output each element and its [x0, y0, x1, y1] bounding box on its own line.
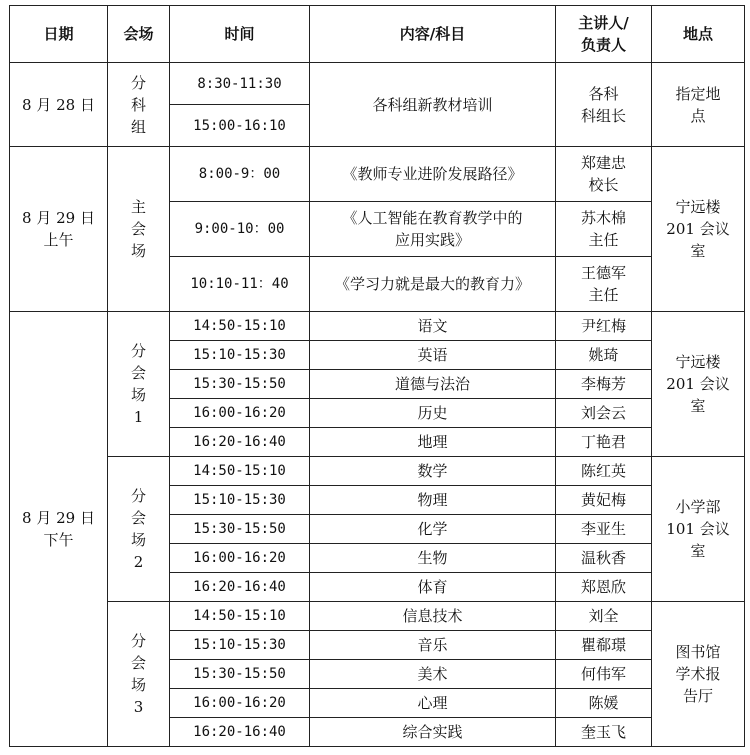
speaker-cell: 李亚生 [556, 515, 652, 544]
speaker-cell: 苏木棉 主任 [556, 202, 652, 257]
time-cell: 16:00-16:20 [170, 544, 310, 573]
content-cell: 综合实践 [310, 718, 556, 747]
venue-cell: 分 科 组 [108, 63, 170, 147]
venue-cell: 主 会 场 [108, 147, 170, 312]
time-cell: 14:50-15:10 [170, 602, 310, 631]
location-cell: 小学部 101 会议 室 [652, 457, 745, 602]
table-row [10, 312, 745, 341]
speaker-cell: 郑恩欣 [556, 573, 652, 602]
speaker-cell: 王德军 主任 [556, 257, 652, 312]
content-cell: 数学 [310, 457, 556, 486]
location-cell: 指定地 点 [652, 63, 745, 147]
speaker-cell: 陈红英 [556, 457, 652, 486]
location-cell: 宁远楼 201 会议 室 [652, 147, 745, 312]
speaker-cell: 温秋香 [556, 544, 652, 573]
content-cell: 地理 [310, 428, 556, 457]
time-cell: 8:30-11:30 [170, 63, 310, 105]
header-location: 地点 [652, 6, 745, 63]
content-cell: 《学习力就是最大的教育力》 [310, 257, 556, 312]
content-cell: 《教师专业进阶发展路径》 [310, 147, 556, 202]
speaker-cell: 尹红梅 [556, 312, 652, 341]
time-cell: 15:30-15:50 [170, 660, 310, 689]
time-cell: 15:10-15:30 [170, 486, 310, 515]
speaker-cell: 瞿郗璟 [556, 631, 652, 660]
location-cell: 宁远楼 201 会议 室 [652, 312, 745, 457]
speaker-cell: 刘会云 [556, 399, 652, 428]
training-schedule-table [9, 5, 745, 747]
speaker-cell: 丁艳君 [556, 428, 652, 457]
date-cell: 8 月 29 日 下午 [10, 312, 108, 747]
location-cell: 图书馆 学术报 告厅 [652, 602, 745, 747]
speaker-cell: 陈媛 [556, 689, 652, 718]
table-row [10, 602, 745, 631]
speaker-cell: 刘全 [556, 602, 652, 631]
time-cell: 10:10-11：40 [170, 257, 310, 312]
table-row [10, 63, 745, 105]
content-cell: 信息技术 [310, 602, 556, 631]
time-cell: 16:20-16:40 [170, 573, 310, 602]
header-row [10, 6, 745, 63]
content-cell: 音乐 [310, 631, 556, 660]
speaker-cell: 郑建忠 校长 [556, 147, 652, 202]
time-cell: 15:30-15:50 [170, 370, 310, 399]
speaker-cell: 奎玉飞 [556, 718, 652, 747]
time-cell: 15:10-15:30 [170, 631, 310, 660]
time-cell: 15:10-15:30 [170, 341, 310, 370]
header-speaker: 主讲人/ 负责人 [556, 6, 652, 63]
header-venue: 会场 [108, 6, 170, 63]
time-cell: 8:00-9：00 [170, 147, 310, 202]
time-cell: 14:50-15:10 [170, 457, 310, 486]
speaker-cell: 黄妃梅 [556, 486, 652, 515]
content-cell: 道德与法治 [310, 370, 556, 399]
speaker-cell: 何伟军 [556, 660, 652, 689]
content-cell: 美术 [310, 660, 556, 689]
content-cell: 生物 [310, 544, 556, 573]
speaker-cell: 李梅芳 [556, 370, 652, 399]
date-cell: 8 月 29 日 上午 [10, 147, 108, 312]
content-cell: 体育 [310, 573, 556, 602]
content-cell: 英语 [310, 341, 556, 370]
content-cell: 语文 [310, 312, 556, 341]
venue-cell: 分 会 场 2 [108, 457, 170, 602]
venue-cell: 分 会 场 3 [108, 602, 170, 747]
time-cell: 14:50-15:10 [170, 312, 310, 341]
time-cell: 9:00-10：00 [170, 202, 310, 257]
content-cell: 《人工智能在教育教学中的 应用实践》 [310, 202, 556, 257]
header-content: 内容/科目 [310, 6, 556, 63]
content-cell: 心理 [310, 689, 556, 718]
content-cell: 物理 [310, 486, 556, 515]
content-cell: 各科组新教材培训 [310, 63, 556, 147]
date-cell: 8 月 28 日 [10, 63, 108, 147]
content-cell: 历史 [310, 399, 556, 428]
time-cell: 15:00-16:10 [170, 105, 310, 147]
venue-cell: 分 会 场 1 [108, 312, 170, 457]
speaker-cell: 姚琦 [556, 341, 652, 370]
table-row [10, 147, 745, 202]
header-time: 时间 [170, 6, 310, 63]
time-cell: 16:00-16:20 [170, 689, 310, 718]
time-cell: 16:20-16:40 [170, 718, 310, 747]
speaker-cell: 各科 科组长 [556, 63, 652, 147]
time-cell: 16:00-16:20 [170, 399, 310, 428]
time-cell: 16:20-16:40 [170, 428, 310, 457]
table-row [10, 457, 745, 486]
time-cell: 15:30-15:50 [170, 515, 310, 544]
header-date: 日期 [10, 6, 108, 63]
content-cell: 化学 [310, 515, 556, 544]
